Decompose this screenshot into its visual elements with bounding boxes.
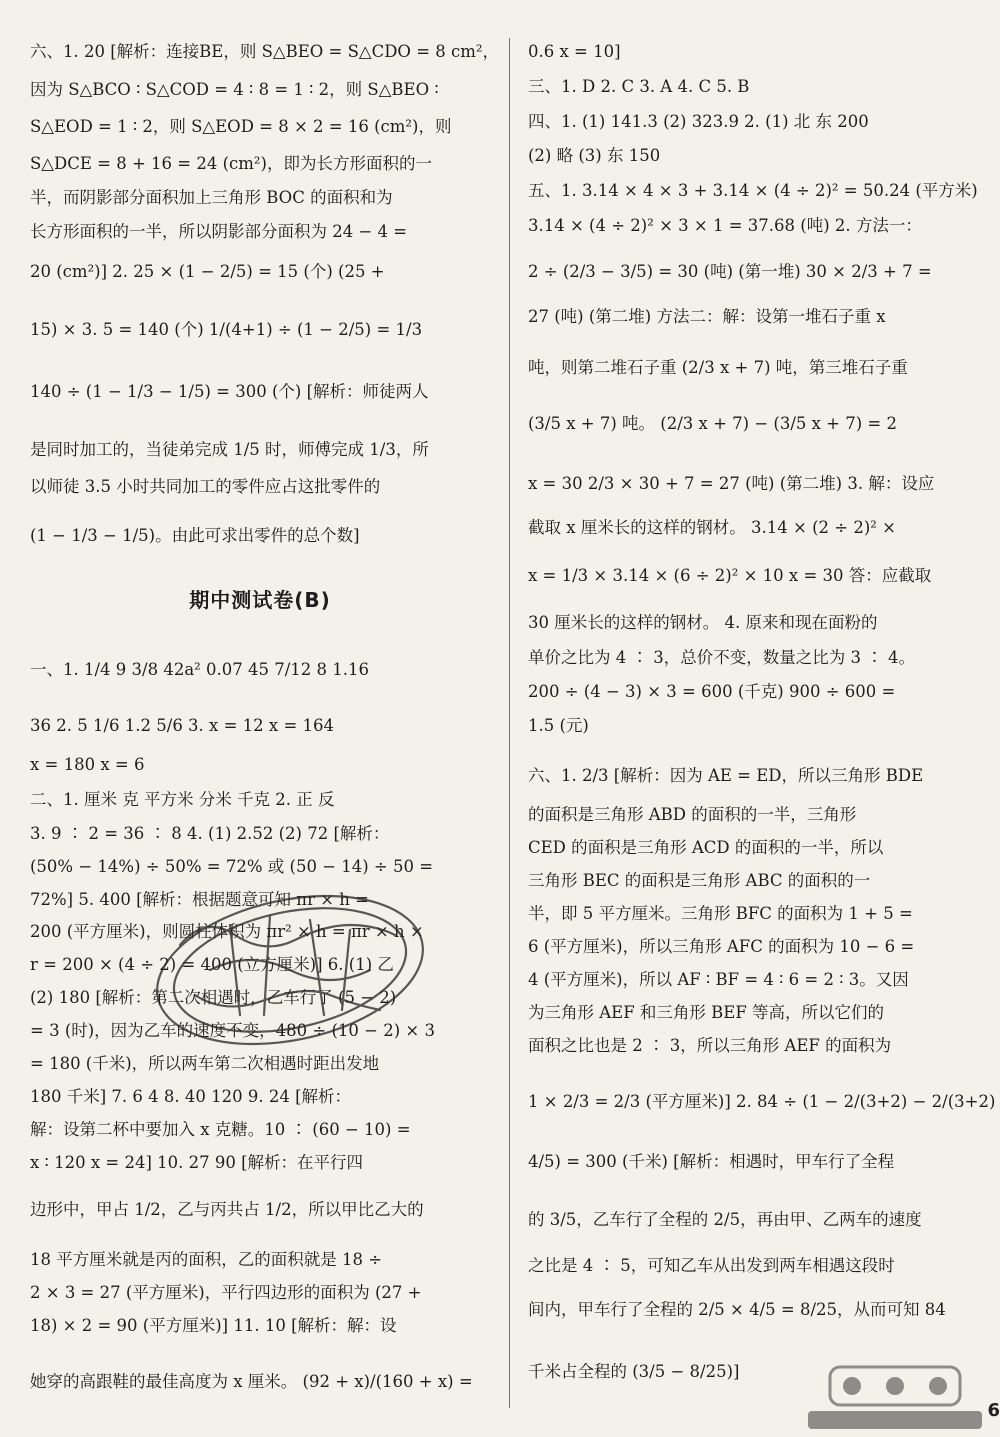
text-line: 五、1. 3.14 × 4 × 3 + 3.14 × (4 ÷ 2)² = 50.24 (平方米): [528, 181, 978, 200]
text-line: 36 2. 5 1/6 1.2 5/6 3. x = 12 x = 164: [30, 716, 335, 735]
text-line: 三角形 BEC 的面积是三角形 ABC 的面积的一: [528, 871, 871, 890]
text-line: 1 × 2/3 = 2/3 (平方厘米)] 2. 84 ÷ (1 − 2/(3+2) − 2/(3+2): [528, 1092, 996, 1111]
text-line: 四、1. (1) 141.3 (2) 323.9 2. (1) 北 东 200: [528, 112, 869, 131]
text-line: 15) × 3. 5 = 140 (个) 1/(4+1) ÷ (1 − 2/5) = 1/3: [30, 320, 423, 339]
text-line: 3. 9 ∶ 2 = 36 ∶ 8 4. (1) 2.52 (2) 72 [解析：: [30, 824, 390, 843]
text-line: = 3 (时)，因为乙车的速度不变，480 ÷ (10 − 2) × 3: [30, 1021, 435, 1040]
section-title: 期中测试卷(B): [189, 588, 331, 612]
text-line: 18) × 2 = 90 (平方厘米)] 11. 10 [解析：解：设: [30, 1316, 397, 1335]
text-line: (3/5 x + 7) 吨。 (2/3 x + 7) − (3/5 x + 7) = 2: [528, 414, 897, 433]
text-line: 因为 S△BCO ∶ S△COD = 4 ∶ 8 = 1 ∶ 2，则 S△BEO ∶: [30, 80, 439, 99]
text-line: 72%] 5. 400 [解析：根据题意可知 πr × h =: [30, 890, 370, 909]
text-line: 单价之比为 4 ∶ 3，总价不变，数量之比为 3 ∶ 4。: [528, 648, 915, 667]
text-line: 吨，则第二堆石子重 (2/3 x + 7) 吨，第三堆石子重: [528, 358, 908, 377]
text-line: 27 (吨) (第二堆) 方法二：解：设第一堆石子重 x: [528, 307, 886, 326]
text-line: r = 200 × (4 ÷ 2) = 400 (立方厘米)] 6. (1) 乙: [30, 955, 394, 974]
text-line: x = 180 x = 6: [30, 755, 145, 774]
column-divider: [509, 38, 510, 1408]
text-line: (50% − 14%) ÷ 50% = 72% 或 (50 − 14) ÷ 50 =: [30, 857, 434, 876]
text-line: 20 (cm²)] 2. 25 × (1 − 2/5) = 15 (个) (25 +: [30, 262, 385, 281]
text-line: 半，即 5 平方厘米。三角形 BFC 的面积为 1 + 5 =: [528, 904, 913, 923]
text-line: 180 千米] 7. 6 4 8. 40 120 9. 24 [解析：: [30, 1087, 352, 1106]
text-line: 2 × 3 = 27 (平方厘米)，平行四边形的面积为 (27 +: [30, 1283, 422, 1302]
text-line: (2) 略 (3) 东 150: [528, 146, 661, 165]
text-line: = 180 (千米)，所以两车第二次相遇时距出发地: [30, 1054, 380, 1073]
text-line: x = 30 2/3 × 30 + 7 = 27 (吨) (第二堆) 3. 解：设应: [528, 474, 935, 493]
text-line: 之比是 4 ∶ 5，可知乙车从出发到两车相遇这段时: [528, 1256, 895, 1275]
text-line: 三、1. D 2. C 3. A 4. C 5. B: [528, 77, 750, 96]
text-line: 200 (平方厘米)，则圆柱体积为 πr² × h = πr × h ×: [30, 922, 424, 941]
text-line: 3.14 × (4 ÷ 2)² × 3 × 1 = 37.68 (吨) 2. 方法一：: [528, 216, 922, 235]
text-line: 18 平方厘米就是丙的面积，乙的面积就是 18 ÷: [30, 1250, 383, 1269]
text-line: 她穿的高跟鞋的最佳高度为 x 厘米。 (92 + x)/(160 + x) =: [30, 1372, 473, 1391]
text-line: x = 1/3 × 3.14 × (6 ÷ 2)² × 10 x = 30 答：应截取: [528, 566, 932, 585]
text-line: 解：设第二杯中要加入 x 克糖。10 ∶ (60 − 10) =: [30, 1120, 411, 1139]
text-line: 六、1. 2/3 [解析：因为 AE = ED，所以三角形 BDE: [528, 766, 924, 785]
text-line: 4/5) = 300 (千米) [解析：相遇时，甲车行了全程: [528, 1152, 895, 1171]
text-line: 截取 x 厘米长的这样的钢材。 3.14 × (2 ÷ 2)² ×: [528, 518, 896, 537]
text-line: 200 ÷ (4 − 3) × 3 = 600 (千克) 900 ÷ 600 =: [528, 682, 896, 701]
watermark-logo: [800, 1363, 990, 1433]
text-line: 的面积是三角形 ABD 的面积的一半，三角形: [528, 805, 857, 824]
text-line: 千米占全程的 (3/5 − 8/25)]: [528, 1362, 740, 1381]
text-line: 六、1. 20 [解析：连接BE，则 S△BEO = S△CDO = 8 cm²，: [30, 42, 500, 61]
text-line: 二、1. 厘米 克 平方米 分米 千克 2. 正 反: [30, 790, 335, 809]
text-line: 0.6 x = 10]: [528, 42, 621, 61]
text-line: 间内，甲车行了全程的 2/5 × 4/5 = 8/25，从而可知 84: [528, 1300, 946, 1319]
text-line: 长方形面积的一半，所以阴影部分面积为 24 − 4 =: [30, 222, 408, 241]
text-line: CED 的面积是三角形 ACD 的面积的一半，所以: [528, 838, 884, 857]
text-line: 2 ÷ (2/3 − 3/5) = 30 (吨) (第一堆) 30 × 2/3 + 7 =: [528, 262, 932, 281]
text-line: 边形中，甲占 1/2，乙与丙共占 1/2，所以甲比乙大的: [30, 1200, 424, 1219]
text-line: 4 (平方厘米)，所以 AF ∶ BF = 4 ∶ 6 = 2 ∶ 3。又因: [528, 970, 909, 989]
text-line: 半，而阴影部分面积加上三角形 BOC 的面积和为: [30, 188, 393, 207]
text-line: S△DCE = 8 + 16 = 24 (cm²)，即为长方形面积的一: [30, 154, 432, 173]
text-line: 面积之比也是 2 ∶ 3，所以三角形 AEF 的面积为: [528, 1036, 892, 1055]
text-line: 是同时加工的，当徒弟完成 1/5 时，师傅完成 1/3，所: [30, 440, 429, 459]
page-number: 6: [987, 1400, 1000, 1421]
text-line: (2) 180 [解析：第二次相遇时，乙车行了 (5 − 2): [30, 988, 397, 1007]
text-line: 为三角形 AEF 和三角形 BEF 等高，所以它们的: [528, 1003, 885, 1022]
text-line: 1.5 (元): [528, 716, 589, 735]
text-line: x ∶ 120 x = 24] 10. 27 90 [解析：在平行四: [30, 1153, 364, 1172]
text-line: 的 3/5，乙车行了全程的 2/5，再由甲、乙两车的速度: [528, 1210, 922, 1229]
text-line: 30 厘米长的这样的钢材。 4. 原来和现在面粉的: [528, 613, 878, 632]
text-line: 6 (平方厘米)，所以三角形 AFC 的面积为 10 − 6 =: [528, 937, 915, 956]
text-line: 以师徒 3.5 小时共同加工的零件应占这批零件的: [30, 477, 381, 496]
text-line: S△EOD = 1 ∶ 2，则 S△EOD = 8 × 2 = 16 (cm²)，则: [30, 117, 452, 136]
text-line: 一、1. 1/4 9 3/8 42a² 0.07 45 7/12 8 1.16: [30, 660, 370, 679]
text-line: 140 ÷ (1 − 1/3 − 1/5) = 300 (个) [解析：师徒两人: [30, 382, 429, 401]
text-line: (1 − 1/3 − 1/5)。由此可求出零件的总个数]: [30, 526, 360, 545]
